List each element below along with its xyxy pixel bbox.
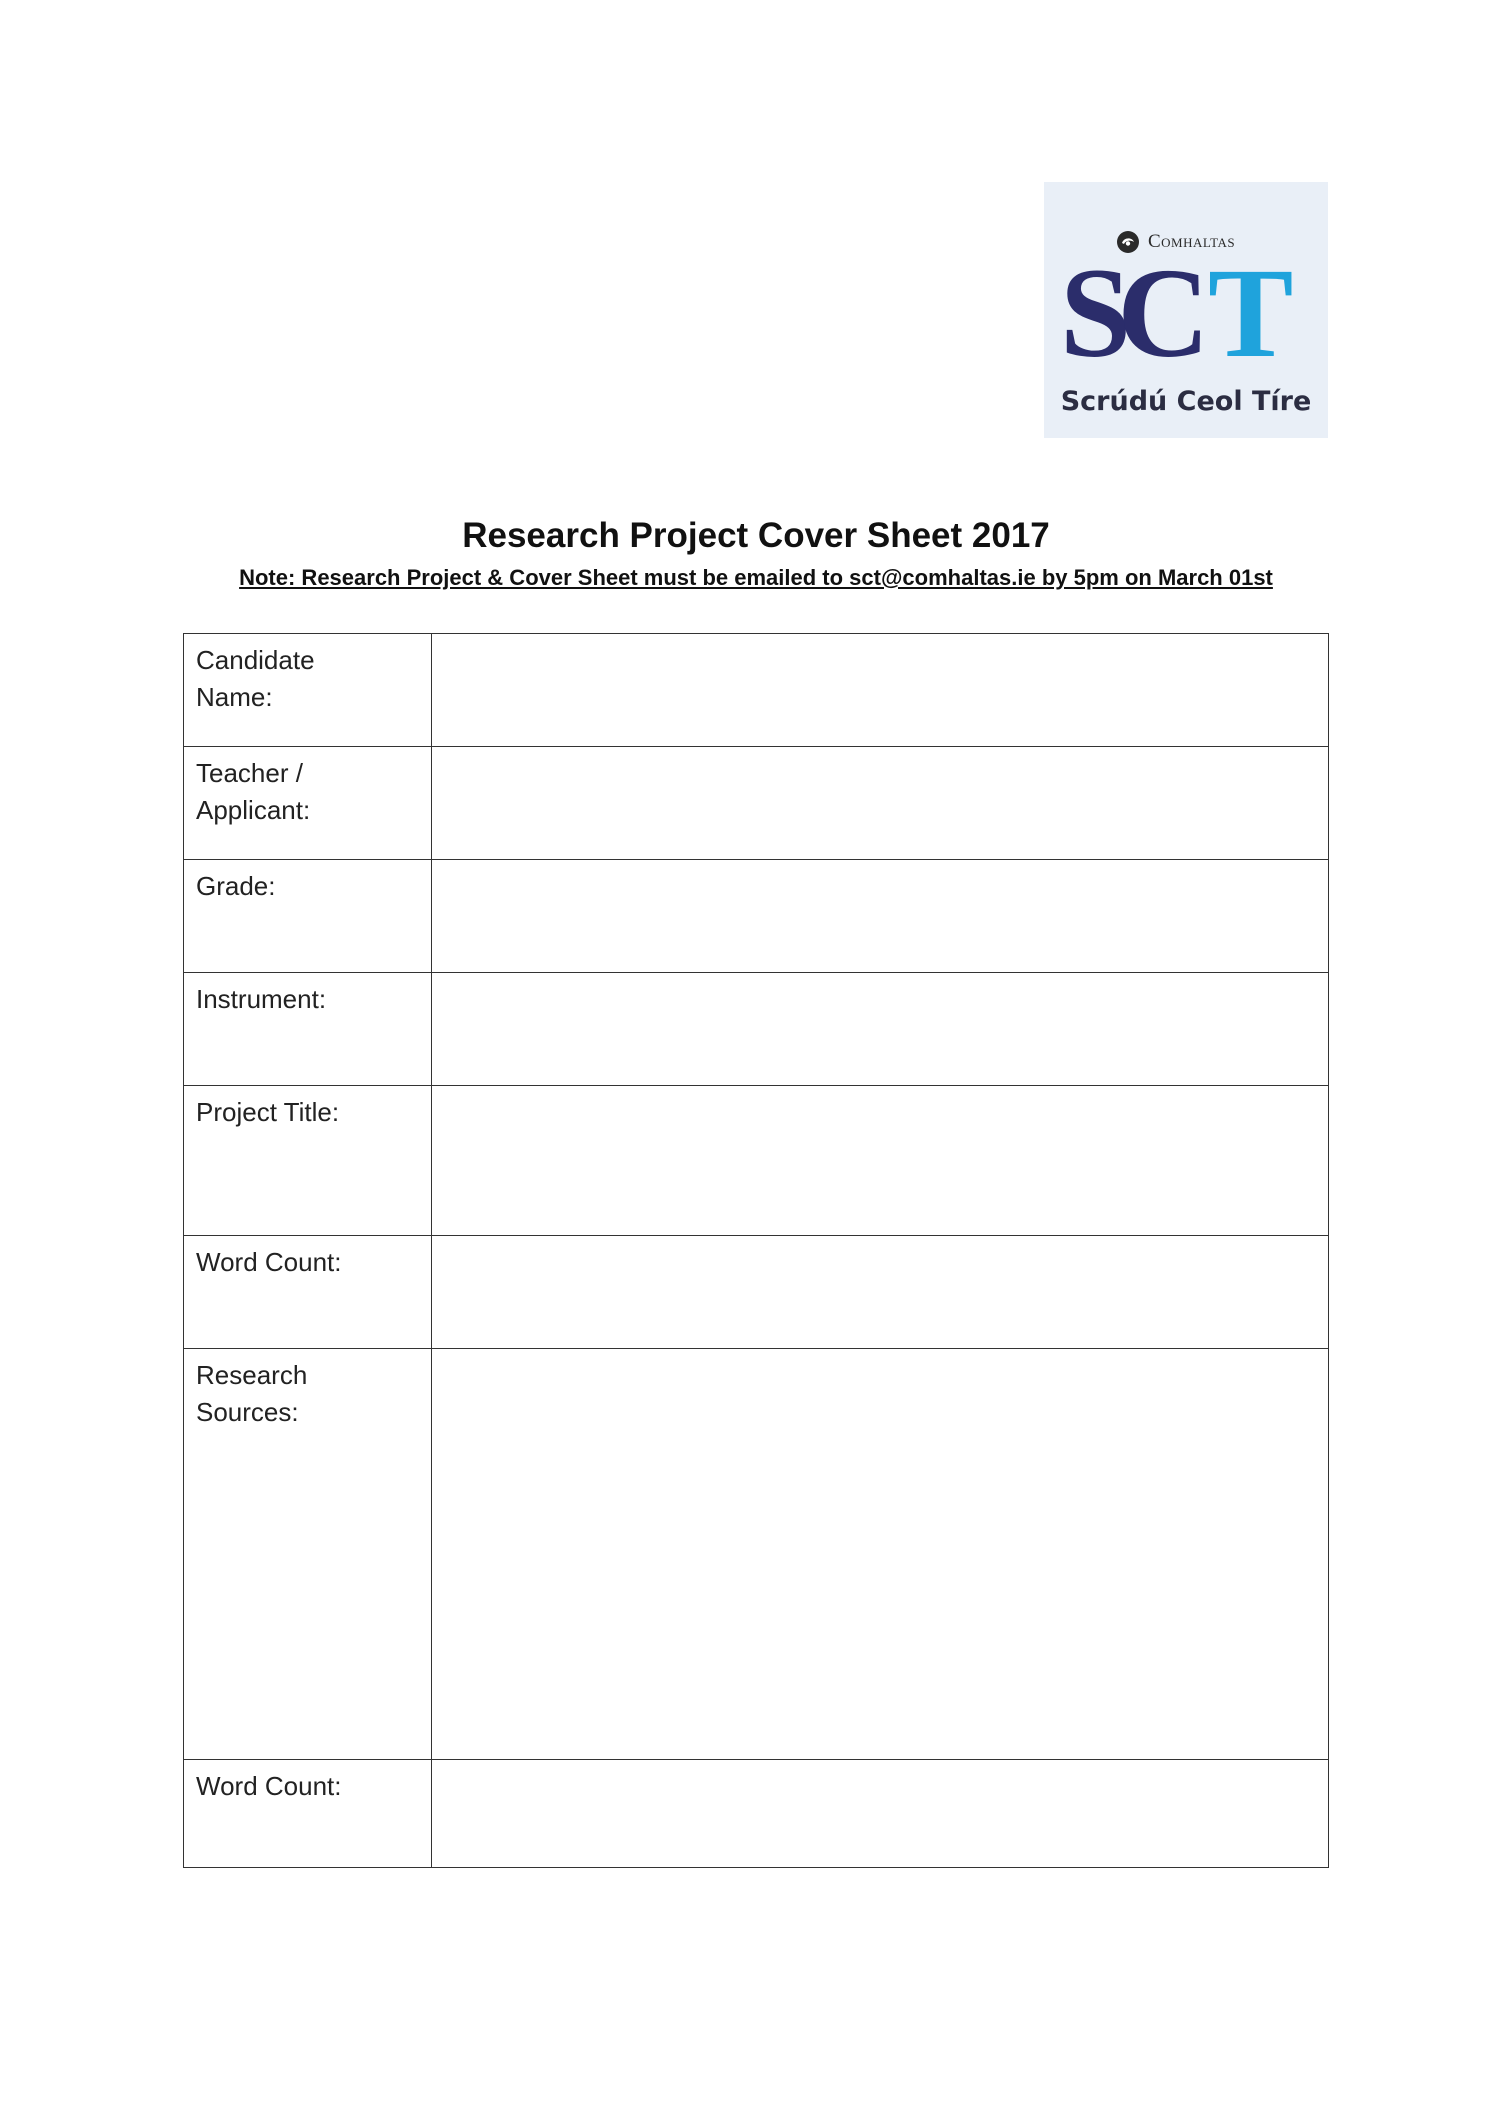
grade-label: Grade: bbox=[196, 871, 276, 901]
comhaltas-emblem-icon bbox=[1116, 230, 1140, 254]
svg-text:T: T bbox=[1208, 252, 1294, 372]
word-count-field-2[interactable] bbox=[432, 1760, 1329, 1868]
logo-org-name: Comhaltas bbox=[1148, 231, 1236, 252]
form-row-research-sources bbox=[184, 1349, 1329, 1760]
form-row-grade bbox=[184, 860, 1329, 973]
research-sources-field[interactable] bbox=[432, 1349, 1329, 1760]
logo-subtitle: Scrúdú Ceol Tíre bbox=[1060, 386, 1312, 417]
form-row-project-title bbox=[184, 1086, 1329, 1236]
project-title-label: Project Title: bbox=[196, 1097, 340, 1127]
instrument-label: Instrument: bbox=[196, 984, 327, 1014]
form-row-word-count-2 bbox=[184, 1760, 1329, 1868]
teacher-applicant-label: Teacher / Applicant: bbox=[196, 758, 311, 825]
page-title: Research Project Cover Sheet 2017 bbox=[462, 516, 1050, 555]
word-count-field[interactable] bbox=[432, 1236, 1329, 1349]
teacher-applicant-field[interactable] bbox=[432, 747, 1329, 860]
form-row-instrument bbox=[184, 973, 1329, 1086]
project-title-field[interactable] bbox=[432, 1086, 1329, 1236]
form-row-word-count bbox=[184, 1236, 1329, 1349]
form-row-teacher-applicant bbox=[184, 747, 1329, 860]
grade-field[interactable] bbox=[432, 860, 1329, 973]
cover-sheet-form bbox=[183, 633, 1329, 1868]
logo-header bbox=[1116, 230, 1235, 254]
word-count-label-2: Word Count: bbox=[196, 1771, 342, 1801]
sct-logo bbox=[1044, 182, 1328, 438]
research-sources-label: Research Sources: bbox=[196, 1360, 308, 1427]
sct-wordmark bbox=[1058, 252, 1314, 372]
svg-text:SC: SC bbox=[1060, 252, 1196, 372]
submission-note: Note: Research Project & Cover Sheet must be emailed to sct@comhaltas.ie by 5pm on March 01st bbox=[239, 565, 1273, 590]
candidate-name-field[interactable] bbox=[432, 634, 1329, 747]
instrument-field[interactable] bbox=[432, 973, 1329, 1086]
form-row-candidate-name bbox=[184, 634, 1329, 747]
word-count-label: Word Count: bbox=[196, 1247, 342, 1277]
candidate-name-label: Candidate Name: bbox=[196, 645, 315, 712]
